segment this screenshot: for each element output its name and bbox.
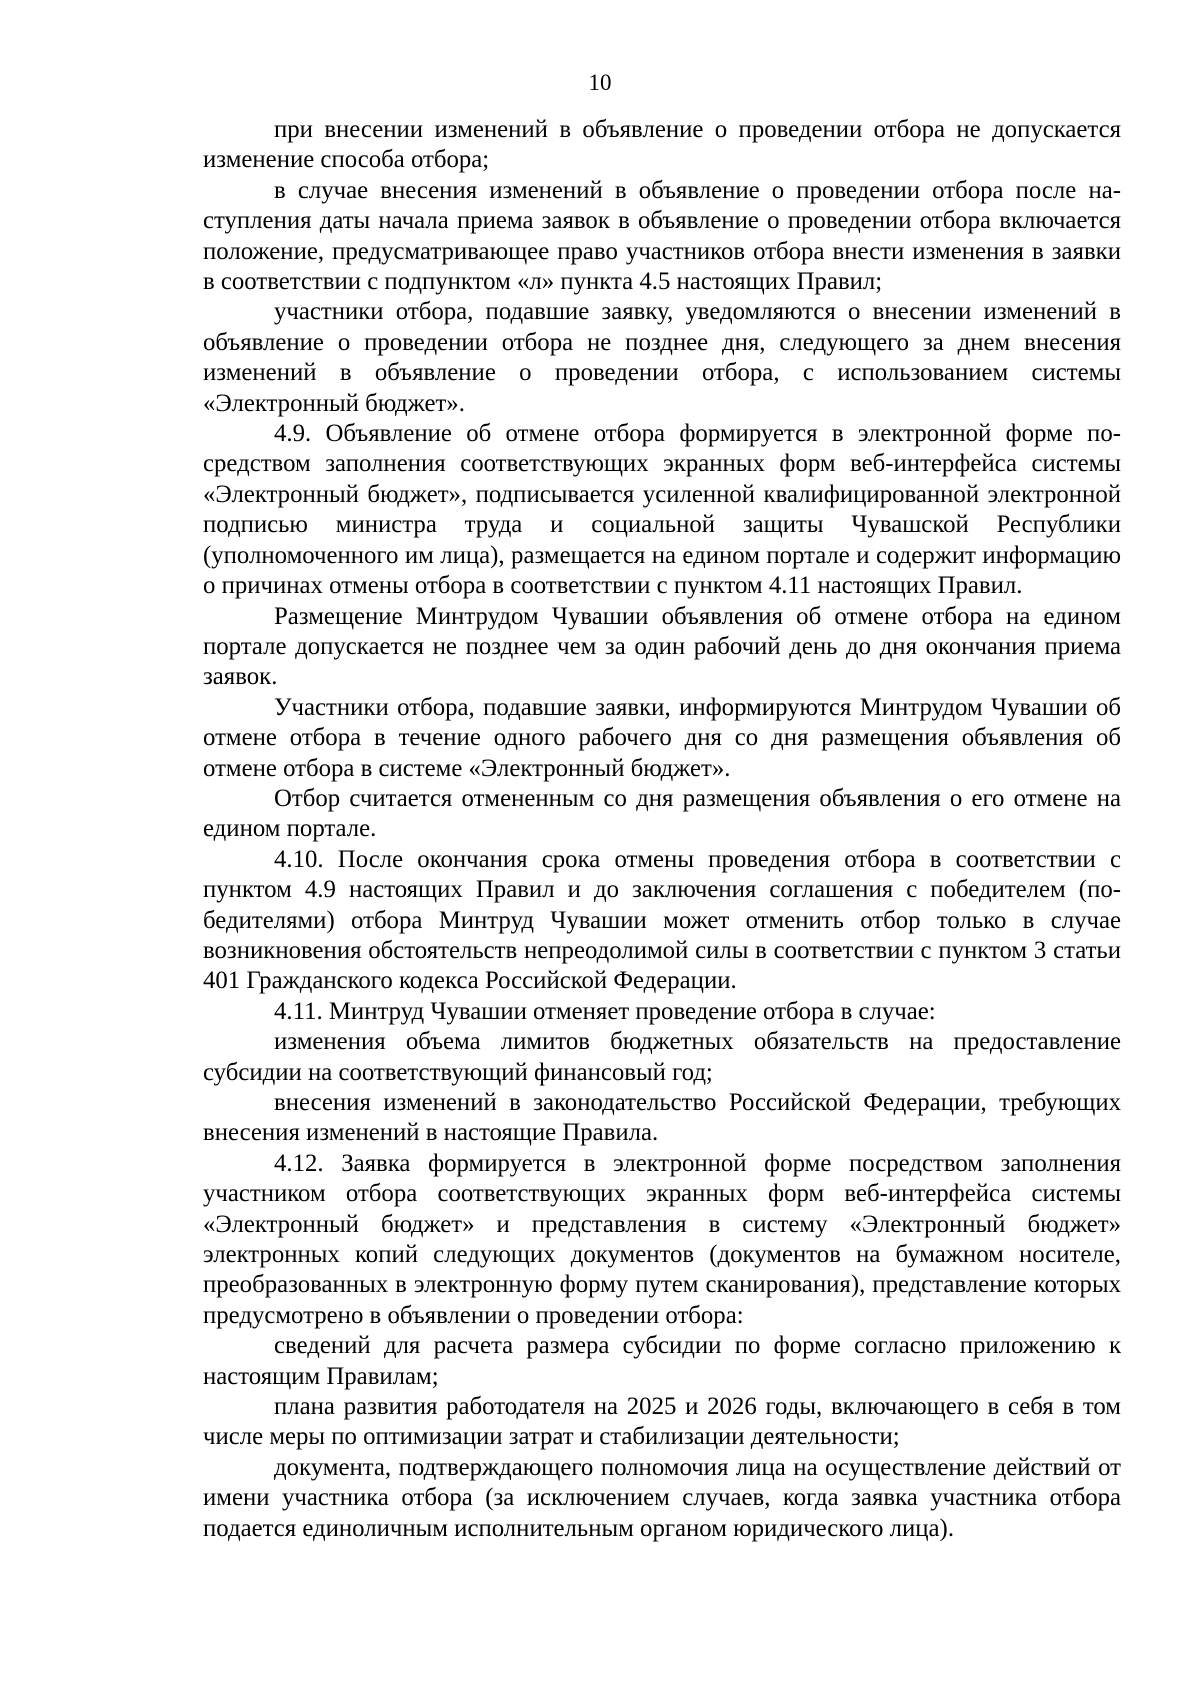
paragraph: 4.10. После окончания срока отмены проведения отбора в соответствии с пунктом 4.9 настоящих Правил и до заключения соглашения с победителем (победителями) отбора Минтруд Чувашии может отменить отбор только в случае возникновения обстоятельств непреодолимой силы в соответствии с пунктом 3 статьи 401 Гражданского кодекса Российской Федерации. (203, 845, 1121, 995)
paragraph: при внесении изменений в объявление о проведении отбора не допускается изменение способа отбора; (203, 116, 1121, 174)
paragraph: Размещение Минтрудом Чувашии объявления об отмене отбора на едином портале допускается не позднее чем за один рабочий день до дня окончания приема заявок. (203, 602, 1121, 691)
paragraph: 4.9. Объявление об отмене отбора формируется в электронной форме посредством заполнения соответствующих экранных форм веб-интерфейса системы «Электронный бюджет», подписывается усиленной квалифицированной электронной подписью министра труда и социальной защиты Чувашской Республики (уполномоченного им лица), размещается на едином портале и содержит информацию о причинах отмены отбора в соответствии с пунктом 4.11 настоящих Правил. (203, 420, 1121, 600)
paragraph: Участники отбора, подавшие заявки, информируются Минтрудом Чувашии об отмене отбора в течение одного рабочего дня со дня размещения объявления об отмене отбора в системе «Электронный бюджет». (203, 693, 1121, 782)
paragraph: внесения изменений в законодательство Российской Федерации, требующих внесения изменений в настоящие Правила. (203, 1089, 1121, 1147)
paragraph: сведений для расчета размера субсидии по форме согласно приложению к настоящим Правилам; (203, 1332, 1121, 1390)
paragraph: Отбор считается отмененным со дня размещения объявления о его отмене на едином портале. (203, 784, 1121, 843)
paragraph: 4.11. Минтруд Чувашии отменяет проведение отбора в случае: (274, 997, 936, 1025)
paragraph: 4.12. Заявка формируется в электронной форме посредством заполнения участником отбора соответствующих экранных форм веб-интерфейса системы «Электронный бюджет» и представления в систему «Электронный бюджет» электронных копий следующих документов (документов на бумажном носителе, преобразованных в электронную форму путем сканирования), представление которых предусмотрено в объявлении о проведении отбора: (203, 1149, 1121, 1329)
paragraph: в случае внесения изменений в объявление о проведении отбора после наступления даты начала приема заявок в объявление о проведении отбора включается положение, предусматривающее право участников отбора внести изменения в заявки в соответствии с подпунктом «л» пункта 4.5 настоящих Правил; (203, 176, 1121, 296)
paragraph: участники отбора, подавшие заявку, уведомляются о внесении изменений в объявление о проведении отбора не позднее дня, следующего за днем внесения изменений в объявление о проведении отбора, с использованием системы «Электронный бюджет». (203, 298, 1121, 417)
document-body (203, 115, 1121, 1544)
paragraph: документа, подтверждающего полномочия лица на осуществление действий от имени участника отбора (за исключением случаев, когда заявка участника отбора подается единоличным исполнительным органом юридического лица). (203, 1453, 1121, 1542)
page-number: 10 (588, 70, 612, 95)
paragraph: плана развития работодателя на 2025 и 2026 годы, включающего в себя в том числе меры по оптимизации затрат и стабилизации деятельности; (203, 1393, 1121, 1451)
paragraph: изменения объема лимитов бюджетных обязательств на предоставление субсидии на соответствующий финансовый год; (203, 1028, 1121, 1086)
